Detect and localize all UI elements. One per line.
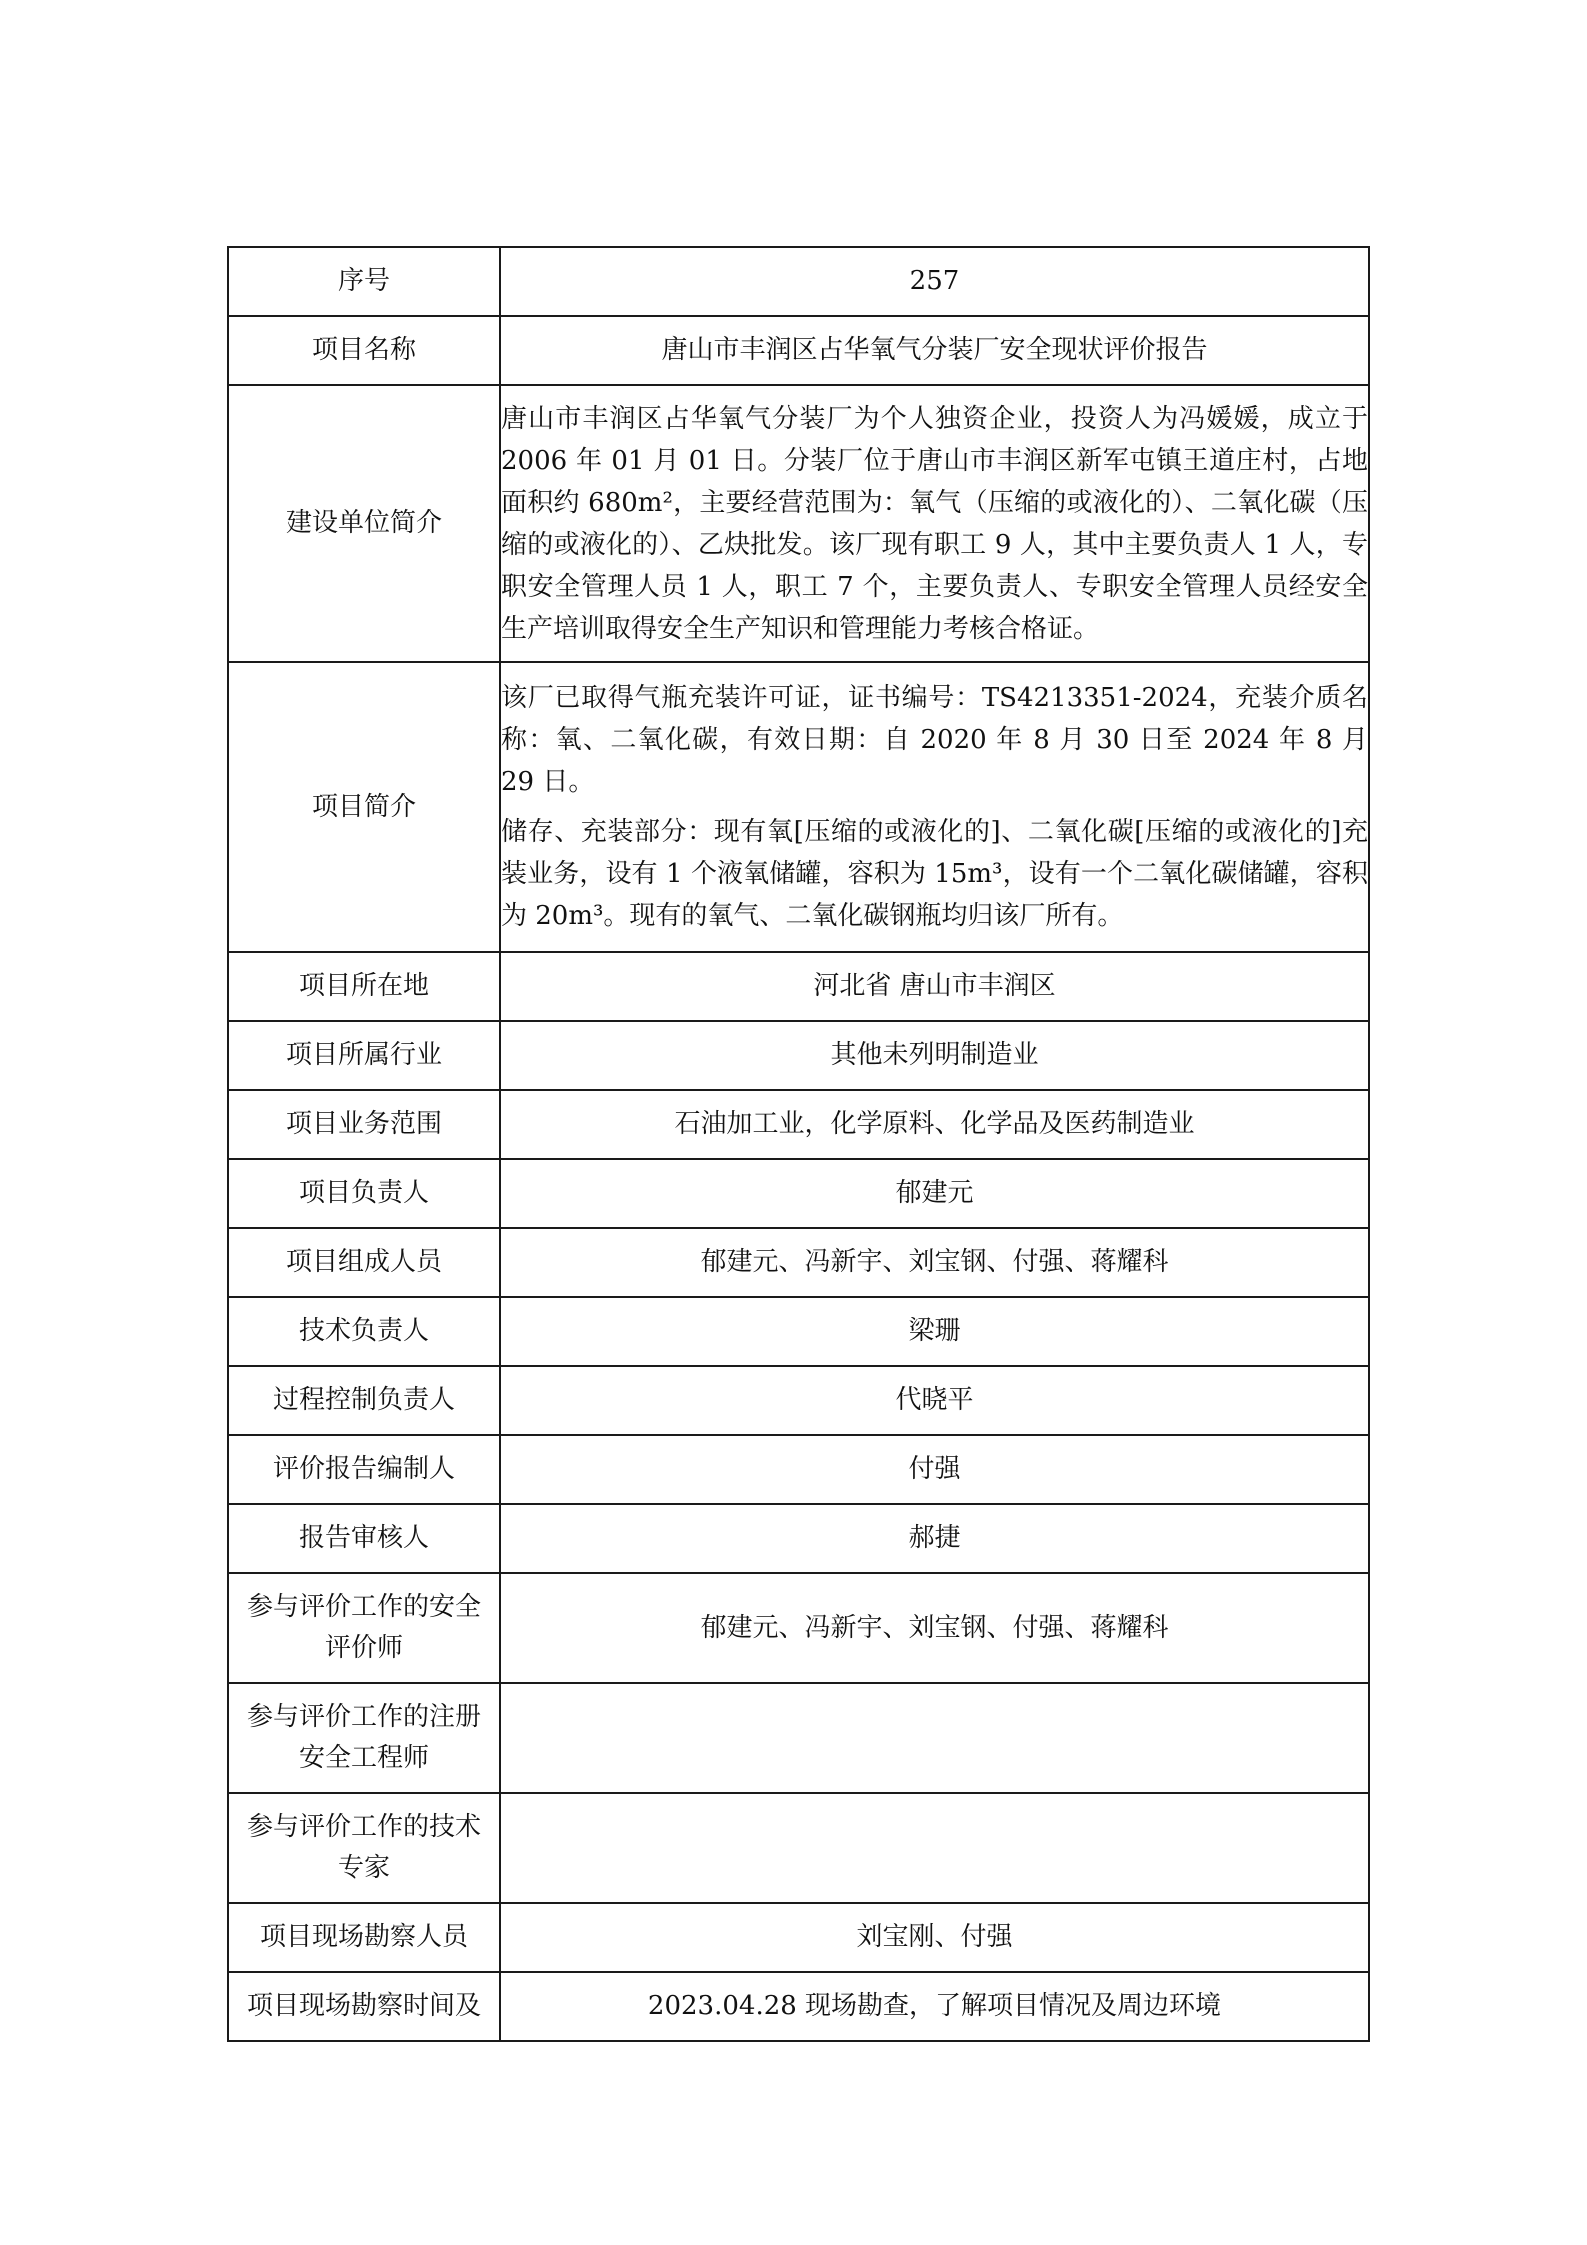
label-line: 参与评价工作的注册 (246, 1702, 481, 1732)
value-process-control-leader: 代晓平 (500, 1366, 1369, 1435)
value-report-author: 付强 (500, 1435, 1369, 1504)
label-serial-number: 序号 (228, 247, 500, 316)
label-line: 参与评价工作的安全 (246, 1592, 481, 1622)
row-serial-number (228, 247, 1369, 316)
value-project-name: 唐山市丰润区占华氧气分装厂安全现状评价报告 (500, 316, 1369, 385)
value-project-leader: 郁建元 (500, 1159, 1369, 1228)
value-registered-engineers (500, 1683, 1369, 1793)
value-site-survey-staff: 刘宝刚、付强 (500, 1903, 1369, 1972)
value-report-reviewer: 郝捷 (500, 1504, 1369, 1573)
row-project-name (228, 316, 1369, 385)
row-process-control-leader (228, 1366, 1369, 1435)
label-technical-leader: 技术负责人 (228, 1297, 500, 1366)
row-technical-experts (228, 1793, 1369, 1903)
label-technical-experts (228, 1793, 500, 1903)
label-report-author: 评价报告编制人 (228, 1435, 500, 1504)
value-company-intro (500, 385, 1369, 662)
project-intro-paragraph-2: 储存、充装部分：现有氧[压缩的或液化的]、二氧化碳[压缩的或液化的]充装业务，设有 1 个液氧储罐，容积为 15m³，设有一个二氧化碳储罐，容积为 20m³。现有的氧气、二氧化碳钢瓶均归该厂所有。 (501, 817, 1368, 931)
row-site-survey-time (228, 1972, 1369, 2041)
row-report-reviewer (228, 1504, 1369, 1573)
row-site-survey-staff (228, 1903, 1369, 1972)
row-technical-leader (228, 1297, 1369, 1366)
project-intro-paragraph-1: 该厂已取得气瓶充装许可证，证书编号：TS4213351-2024，充装介质名称：氧、二氧化碳，有效日期：自 2020 年 8 月 30 日至 2024 年 8 月 29 日。 (501, 683, 1368, 797)
label-line: 安全工程师 (298, 1743, 429, 1773)
value-business-scope: 石油加工业，化学原料、化学品及医药制造业 (500, 1090, 1369, 1159)
value-project-industry: 其他未列明制造业 (500, 1021, 1369, 1090)
row-project-location (228, 952, 1369, 1021)
label-project-intro: 项目简介 (228, 662, 500, 952)
value-serial-number: 257 (500, 247, 1369, 316)
row-project-leader (228, 1159, 1369, 1228)
row-registered-engineers (228, 1683, 1369, 1793)
value-project-location: 河北省 唐山市丰润区 (500, 952, 1369, 1021)
value-technical-experts (500, 1793, 1369, 1903)
value-team-members: 郁建元、冯新宇、刘宝钢、付强、蒋耀科 (500, 1228, 1369, 1297)
label-process-control-leader: 过程控制负责人 (228, 1366, 500, 1435)
label-report-reviewer: 报告审核人 (228, 1504, 500, 1573)
label-line: 评价师 (324, 1633, 403, 1663)
label-company-intro: 建设单位简介 (228, 385, 500, 662)
row-project-industry (228, 1021, 1369, 1090)
row-team-members (228, 1228, 1369, 1297)
label-line: 参与评价工作的技术 (246, 1812, 481, 1842)
label-site-survey-staff: 项目现场勘察人员 (228, 1903, 500, 1972)
row-project-intro (228, 662, 1369, 952)
label-project-location: 项目所在地 (228, 952, 500, 1021)
label-business-scope: 项目业务范围 (228, 1090, 500, 1159)
value-site-survey-time: 2023.04.28 现场勘查，了解项目情况及周边环境 (500, 1972, 1369, 2041)
company-intro-paragraph: 唐山市丰润区占华氧气分装厂为个人独资企业，投资人为冯媛媛，成立于 2006 年 01 月 01 日。分装厂位于唐山市丰润区新军屯镇王道庄村，占地面积约 680m²，主要经营范围为：氧气（压缩的或液化的）、二氧化碳（压缩的或液化的）、乙炔批发。该厂现有职工 9 人，其中主要负责人 1 人，专职安全管理人员 1 人，职工 7 个，主要负责人、专职安全管理人员经安全生产培训取得安全生产知识和管理能力考核合格证。 (501, 403, 1368, 644)
label-line: 专家 (337, 1853, 390, 1883)
value-technical-leader: 梁珊 (500, 1297, 1369, 1366)
label-project-industry: 项目所属行业 (228, 1021, 500, 1090)
label-project-name: 项目名称 (228, 316, 500, 385)
value-project-intro (500, 662, 1369, 952)
row-company-intro (228, 385, 1369, 662)
row-business-scope (228, 1090, 1369, 1159)
label-safety-assessors (228, 1573, 500, 1683)
label-team-members: 项目组成人员 (228, 1228, 500, 1297)
value-safety-assessors: 郁建元、冯新宇、刘宝钢、付强、蒋耀科 (500, 1573, 1369, 1683)
row-report-author (228, 1435, 1369, 1504)
label-site-survey-time: 项目现场勘察时间及 (228, 1972, 500, 2041)
project-info-table (227, 246, 1370, 2042)
row-safety-assessors (228, 1573, 1369, 1683)
label-registered-engineers (228, 1683, 500, 1793)
label-project-leader: 项目负责人 (228, 1159, 500, 1228)
